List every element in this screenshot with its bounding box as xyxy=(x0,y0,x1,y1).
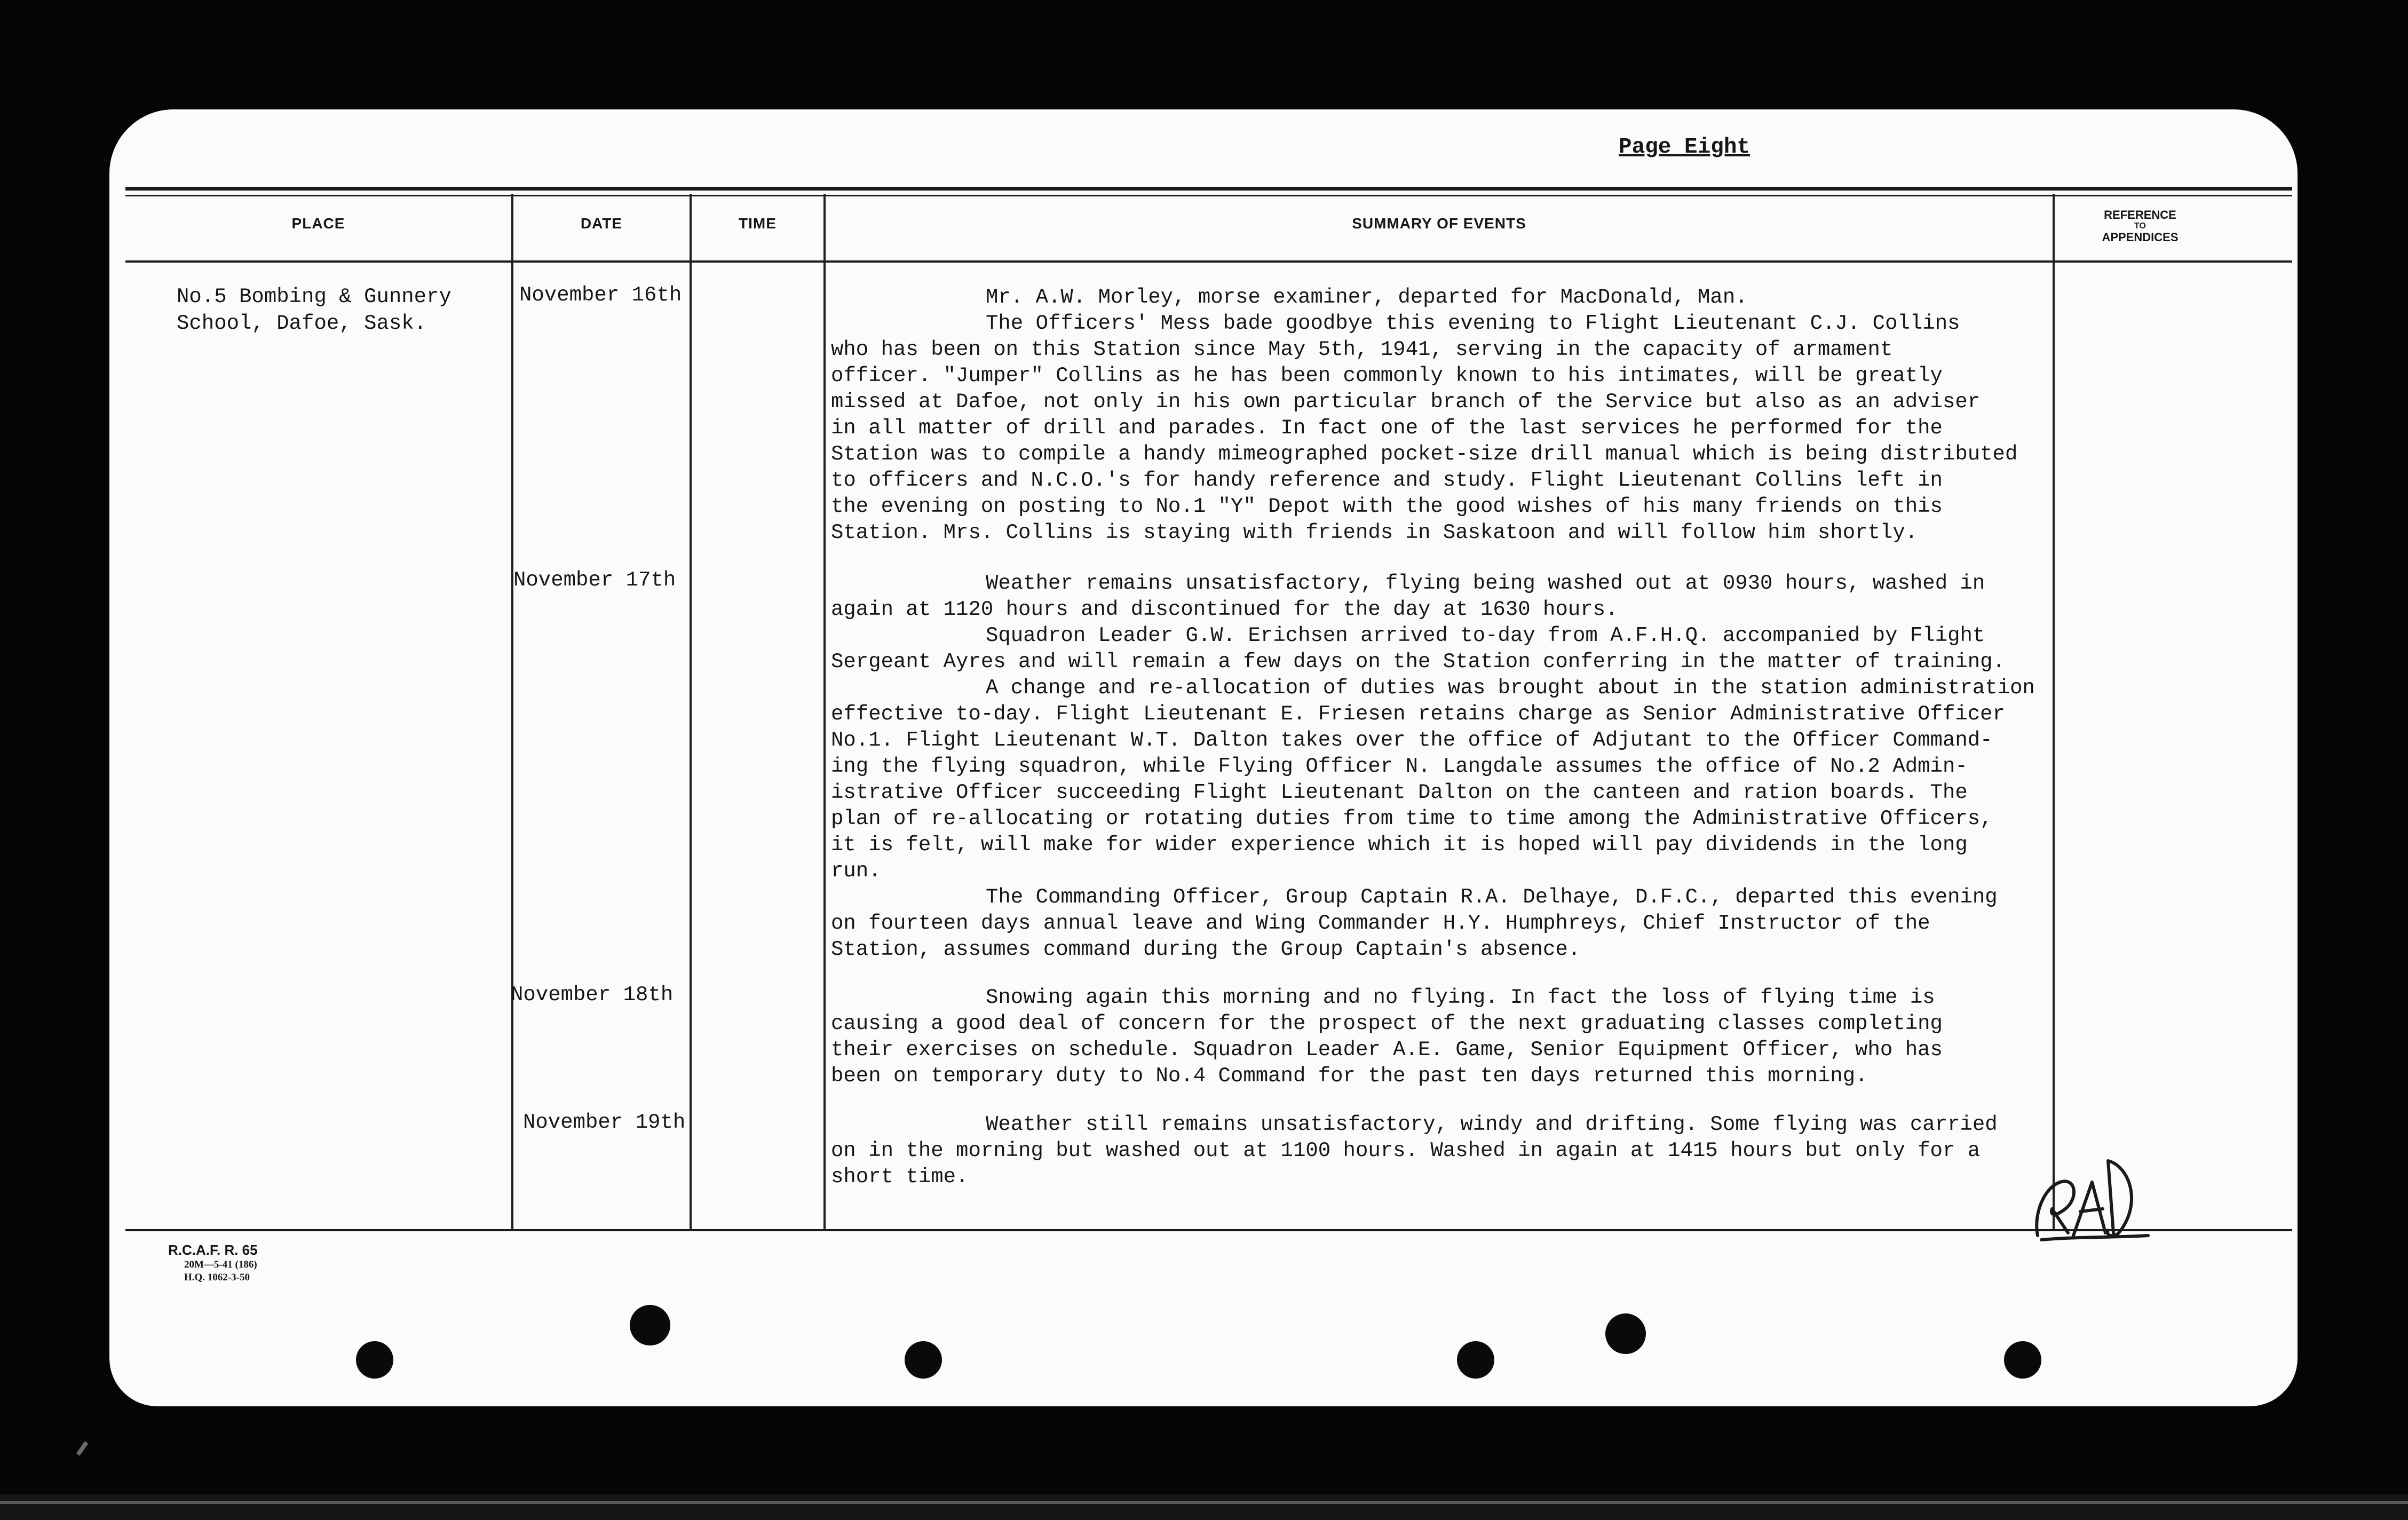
summary-line: who has been on this Station since May 5th, 1941, serving in the capacity of armament xyxy=(831,338,1893,361)
summary-line: missed at Dafoe, not only in his own particular branch of the Service but also as an adviser xyxy=(831,390,1981,414)
table-top-rule-thin xyxy=(125,195,2292,196)
summary-line: Sergeant Ayres and will remain a few days on the Station conferring in the matter of training. xyxy=(831,650,2005,674)
summary-line: Station was to compile a handy mimeographed pocket-size drill manual which is being distributed xyxy=(831,442,2018,466)
summary-line: their exercises on schedule. Squadron Leader A.E. Game, Senior Equipment Officer, who has xyxy=(831,1038,1943,1062)
summary-entry xyxy=(831,284,2122,546)
table-bottom-rule xyxy=(125,1229,2292,1231)
scan-speck xyxy=(76,1441,89,1456)
column-header-summary: SUMMARY OF EVENTS xyxy=(1352,215,1526,232)
summary-line: on in the morning but washed out at 1100 hours. Washed in again at 1415 hours but only for a xyxy=(831,1139,1981,1162)
summary-entry xyxy=(831,571,2122,963)
summary-line: ing the flying squadron, while Flying Officer N. Langdale assumes the office of No.2 Admin- xyxy=(831,755,1968,778)
summary-paragraph xyxy=(831,675,2122,884)
summary-line: Station. Mrs. Collins is staying with friends in Saskatoon and will follow him shortly. xyxy=(831,521,1918,544)
summary-line: No.1. Flight Lieutenant W.T. Dalton takes over the office of Adjutant to the Officer Command- xyxy=(831,729,1993,752)
header-bottom-rule xyxy=(125,260,2292,263)
summary-line: been on temporary duty to No.4 Command for the past ten days returned this morning. xyxy=(831,1064,1868,1088)
column-divider-time-summary xyxy=(823,194,826,1230)
summary-line: The Officers' Mess bade goodbye this evening to Flight Lieutenant C.J. Collins xyxy=(986,312,1960,335)
summary-line: officer. "Jumper" Collins as he has been commonly known to his intimates, will be greatly xyxy=(831,364,1943,387)
summary-line: plan of re-allocating or rotating duties from time to time among the Administrative Officers, xyxy=(831,807,1993,830)
summary-line: Weather remains unsatisfactory, flying being washed out at 0930 hours, washed in xyxy=(986,572,1985,595)
summary-line: istrative Officer succeeding Flight Lieutenant Dalton on the canteen and ration boards. The xyxy=(831,781,1968,804)
column-divider-place-date xyxy=(511,194,513,1230)
punch-hole xyxy=(1457,1341,1494,1379)
scan-background-band xyxy=(0,1494,2408,1520)
summary-entry xyxy=(831,985,2122,1089)
column-header-time: TIME xyxy=(739,215,777,232)
punch-hole xyxy=(905,1341,942,1379)
handwritten-initials-signature xyxy=(2028,1123,2151,1246)
column-header-place: PLACE xyxy=(291,215,345,232)
summary-line: again at 1120 hours and discontinued for the day at 1630 hours. xyxy=(831,598,1618,621)
date-cell: November 16th xyxy=(519,283,682,307)
summary-line: A change and re-allocation of duties was brought about in the station administration xyxy=(986,676,2035,700)
summary-line: Weather still remains unsatisfactory, windy and drifting. Some flying was carried xyxy=(986,1113,1998,1136)
summary-line: effective to-day. Flight Lieutenant E. Friesen retains charge as Senior Administrative Officer xyxy=(831,702,2005,726)
summary-line: it is felt, will make for wider experience which it is hoped will pay dividends in the long xyxy=(831,833,1968,857)
column-header-reference xyxy=(2057,208,2223,244)
hq-reference: H.Q. 1062-3-50 xyxy=(184,1272,250,1283)
column-divider-date-time xyxy=(690,194,692,1230)
column-header-date: DATE xyxy=(580,215,623,232)
date-cell: November 19th xyxy=(523,1111,686,1134)
page-number: Page Eight xyxy=(1619,135,1750,160)
date-cell: November 18th xyxy=(511,983,674,1007)
punch-hole xyxy=(1605,1313,1646,1354)
form-sheet xyxy=(109,109,2298,1406)
summary-line: to officers and N.C.O.'s for handy reference and study. Flight Lieutenant Collins left in xyxy=(831,469,1943,492)
punch-hole xyxy=(2004,1341,2041,1379)
reference-header-line-2: TO xyxy=(2134,221,2146,231)
table-top-rule xyxy=(125,187,2292,191)
summary-paragraph xyxy=(831,284,2122,311)
summary-line: causing a good deal of concern for the prospect of the next graduating classes completing xyxy=(831,1012,1943,1035)
reference-header-line-1: REFERENCE xyxy=(2104,208,2176,221)
scan-background-stripe xyxy=(0,1501,2408,1504)
summary-line: Station, assumes command during the Group Captain's absence. xyxy=(831,938,1581,961)
form-code: R.C.A.F. R. 65 xyxy=(168,1242,258,1258)
punch-hole xyxy=(630,1305,670,1345)
place-cell: No.5 Bombing & Gunnery School, Dafoe, Sask. xyxy=(177,285,451,335)
summary-paragraph xyxy=(831,985,2122,1089)
print-run: 20M—5-41 (186) xyxy=(184,1259,257,1270)
summary-entry xyxy=(831,1112,2122,1190)
summary-line: on fourteen days annual leave and Wing Commander H.Y. Humphreys, Chief Instructor of the xyxy=(831,912,1930,935)
form-code-block xyxy=(168,1242,258,1284)
summary-line: Mr. A.W. Morley, morse examiner, departed for MacDonald, Man. xyxy=(986,286,1748,309)
summary-line: Squadron Leader G.W. Erichsen arrived to-day from A.F.H.Q. accompanied by Flight xyxy=(986,624,1985,647)
summary-line: The Commanding Officer, Group Captain R.A. Delhaye, D.F.C., departed this evening xyxy=(986,885,1998,909)
summary-paragraph xyxy=(831,1112,2122,1190)
summary-line: Snowing again this morning and no flying. In fact the loss of flying time is xyxy=(986,986,1935,1009)
summary-line: in all matter of drill and parades. In fact one of the last services he performed for the xyxy=(831,416,1943,440)
punch-hole xyxy=(356,1341,393,1379)
summary-line: run. xyxy=(831,859,881,883)
summary-line: short time. xyxy=(831,1165,969,1189)
summary-paragraph xyxy=(831,884,2122,963)
summary-line: the evening on posting to No.1 "Y" Depot with the good wishes of his many friends on this xyxy=(831,495,1943,518)
reference-header-line-3: APPENDICES xyxy=(2102,231,2179,244)
summary-paragraph xyxy=(831,623,2122,675)
summary-paragraph xyxy=(831,311,2122,546)
summary-paragraph xyxy=(831,571,2122,623)
date-cell: November 17th xyxy=(513,568,676,592)
